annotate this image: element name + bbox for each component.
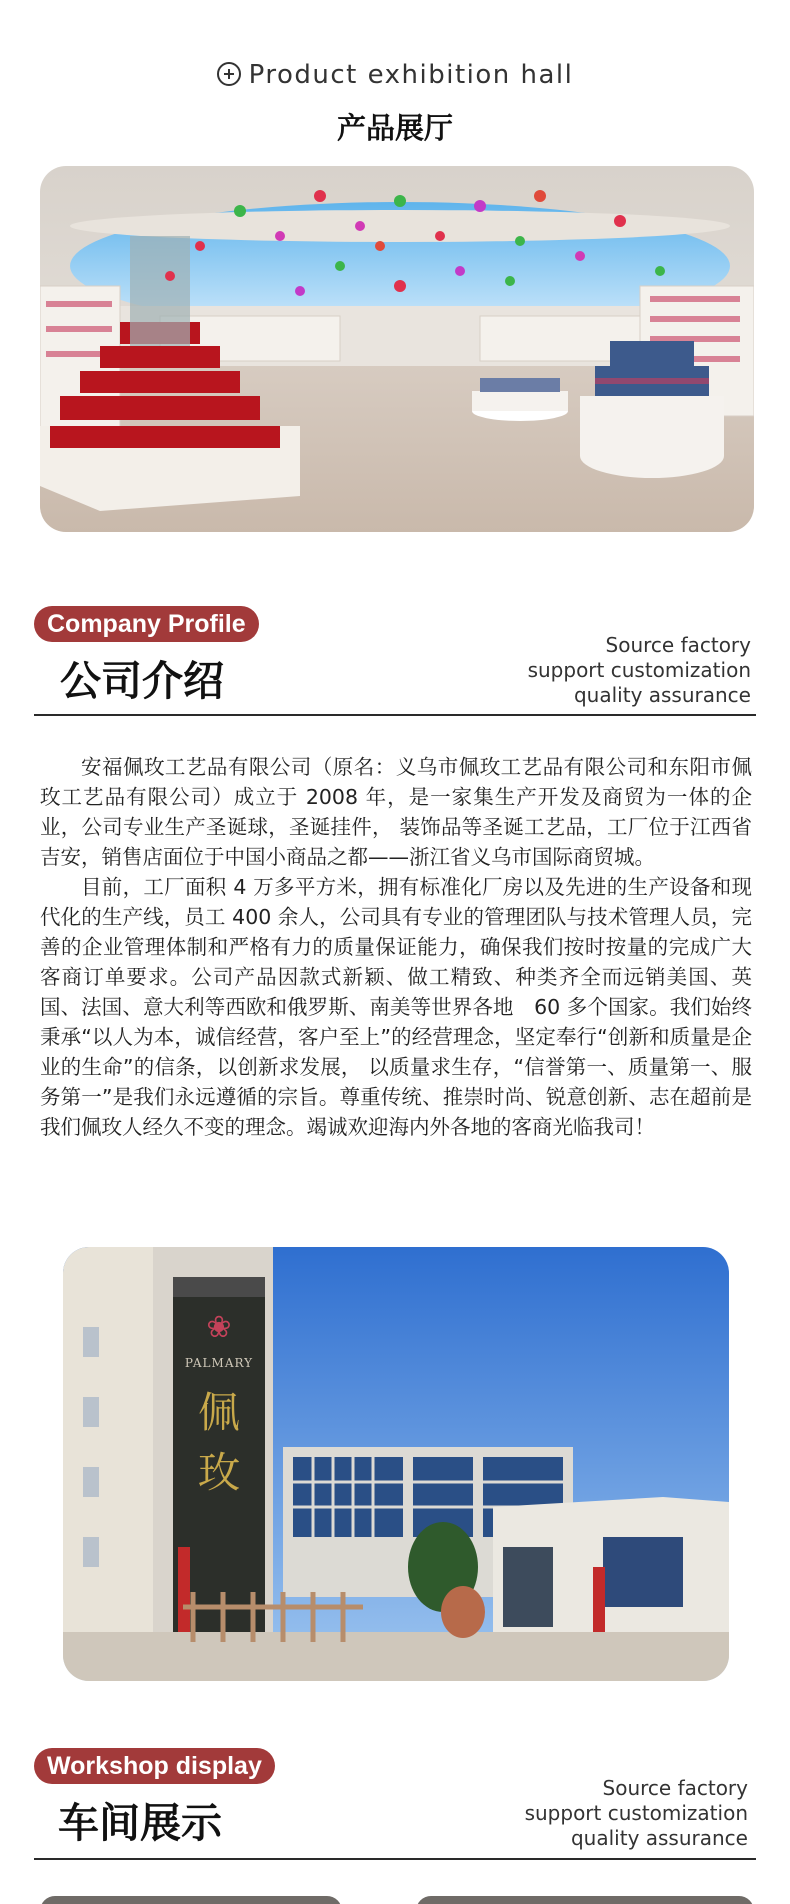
showroom-photo	[40, 166, 754, 532]
factory-photo	[63, 1247, 729, 1681]
workshop-badge: Workshop display	[34, 1748, 275, 1784]
exhibition-title-en-text: Product exhibition hall	[248, 60, 574, 90]
tagline-line: support customization	[527, 658, 751, 682]
tagline-line: Source factory	[602, 1776, 748, 1800]
company-profile-badge: Company Profile	[34, 606, 259, 642]
profile-paragraph: 安福佩玫工艺品有限公司（原名：义乌市佩玫工艺品有限公司和东阳市佩玫工艺品有限公司）成立于 2008 年，是一家集生产开发及商贸为一体的企业，公司专业生产圣诞球，圣诞挂件， 装饰品等圣诞工艺品，工厂位于江西省吉安，销售店面位于中国小商品之都——浙江省义乌市国际商贸城。	[40, 755, 752, 869]
workshop-photo	[40, 1896, 342, 1904]
plus-circle-icon	[217, 62, 241, 86]
exhibition-title-zh: 产品展厅	[336, 111, 453, 145]
tagline-line: quality assurance	[573, 683, 751, 707]
factory-sign-brand: PALMARY	[184, 1356, 254, 1370]
factory-sign-char: 佩	[197, 1388, 241, 1437]
tagline-line: quality assurance	[570, 1826, 748, 1850]
tagline-line: Source factory	[605, 633, 751, 657]
profile-paragraph: 目前，工厂面积 4 万多平方米，拥有标准化厂房以及先进的生产设备和现代化的生产线，员工 400 余人，公司具有专业的管理团队与技术管理人员，完善的企业管理体制和严格有力的质量保证能力，确保我们按时按量的完成广大客商订单要求。公司产品因款式新颖、做工精致、种类齐全而远销美国、英国、法国、意大利等西欧和俄罗斯、南美等世界各地 60 多个国家。我们始终秉承“以人为本，诚信经营，客户至上”的经营理念，坚定奉行“创新和质量是企业的生命”的信条，以创新求发展， 以质量求生存，“信誉第一、质量第一、服务第一”是我们永远遵循的宗旨。尊重传统、推崇时尚、锐意创新、志在超前是我们佩玫人经久不变的理念。竭诚欢迎海内外各地的客商光临我司！	[40, 875, 752, 1139]
company-profile-tagline	[528, 633, 751, 708]
section-divider	[34, 714, 756, 716]
factory-sign-char: 玫	[197, 1448, 241, 1497]
workshop-title: 车间展示	[58, 1799, 222, 1847]
workshop-tagline	[525, 1776, 748, 1851]
company-profile-title: 公司介绍	[60, 657, 224, 705]
svg-text:❀: ❀	[206, 1310, 232, 1345]
company-profile-text	[40, 752, 752, 1142]
exhibition-title-en	[0, 60, 790, 90]
section-divider	[34, 1858, 756, 1860]
workshop-photo	[416, 1896, 754, 1904]
tagline-line: support customization	[524, 1801, 748, 1825]
